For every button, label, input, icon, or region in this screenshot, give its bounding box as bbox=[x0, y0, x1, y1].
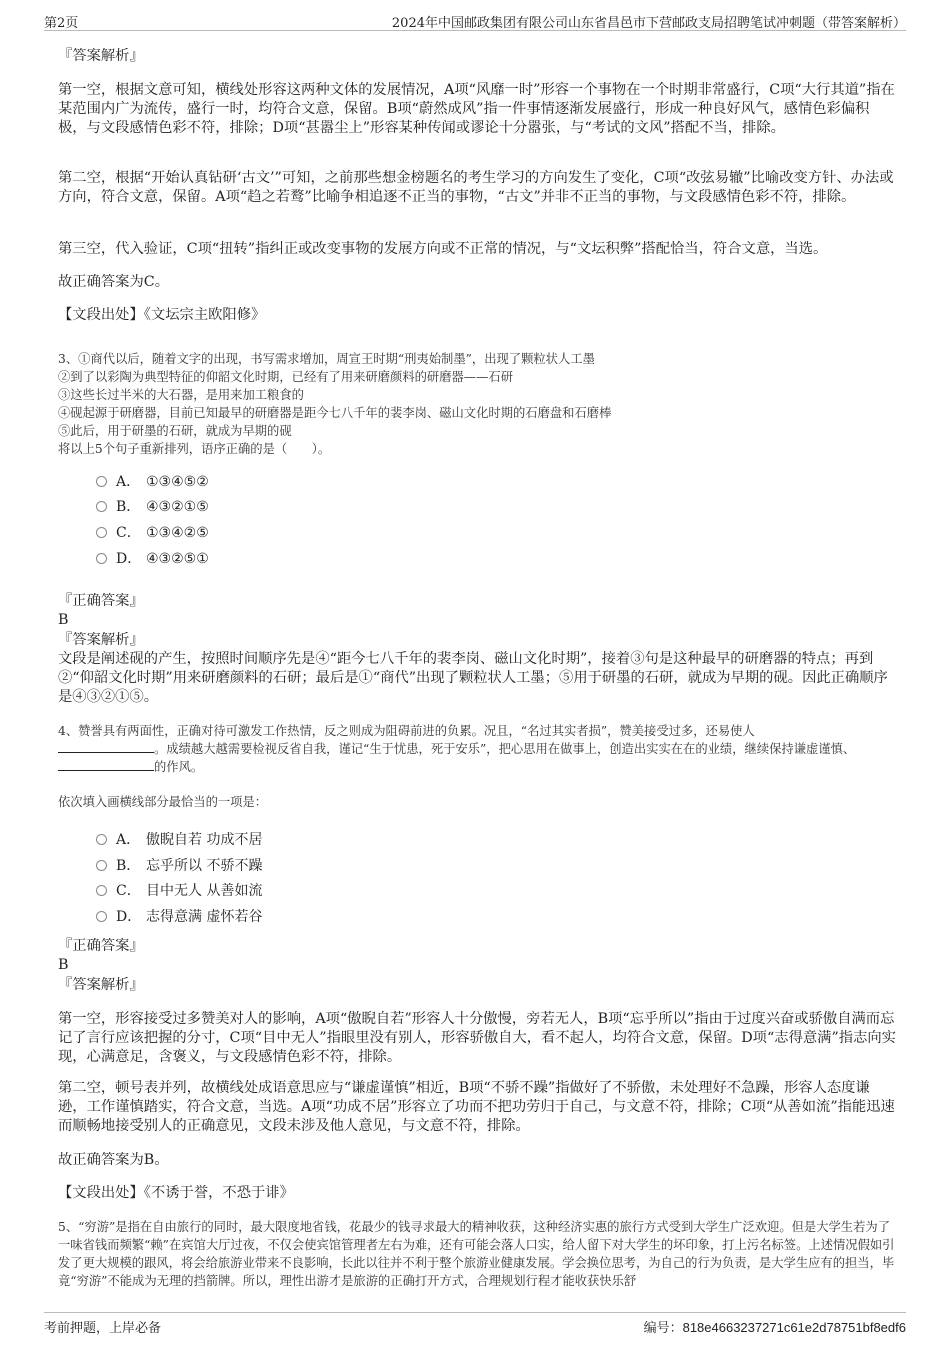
q5-stem: 5、“穷游”是指在自由旅行的同时，最大限度地省钱，花最少的钱寻求最大的精神收获，这种经济实惠的旅行方式受到大学生广泛欢迎。但是大学生若为了一味省钱而频繁“赖”在宾馆大厅过夜，不仅会使宾馆管理者左右为难，还有可能会落人口实，给人留下对大学生的坏印象，打上污名标签。上述情况假如引发了更大规模的跟风，将会给旅游业带来不良影响，长此以往并不利于整个旅游业健康发展。学会换位思考，为自己的行为负责，是大学生应有的担当，毕竟“穷游”不能成为无理的挡箭牌。所以，理性出游才是旅游的正确打开方式，合理规划行程才能收获快乐舒 bbox=[58, 1220, 895, 1288]
q3-line: 3、①商代以后，随着文字的出现，书写需求增加，周宣王时期“刑夷始制墨”，出现了颗粒状人工墨 bbox=[58, 352, 595, 366]
q3-line: ④砚起源于研磨器，目前已知最早的研磨器是距今七八千年的裴李岗、磁山文化时期的石磨盘和石磨棒 bbox=[58, 406, 612, 420]
radio-icon[interactable] bbox=[96, 860, 107, 871]
q2-analysis-p1: 第一空，根据文意可知，横线处形容这两种文体的发展情况，A项“风靡一时”形容一个事物在一个时期非常盛行，C项“大行其道”指在某范围内广为流传，盛行一时，均符合文意，保留。B项“蔚然成风”指一件事情逐渐发展盛行，形成一种良好风气，感情色彩偏积极，与文段感情色彩不符，排除；D项“甚嚣尘上”形容某种传闻或谬论十分嚣张，与“考试的文风”搭配不当，排除。 bbox=[58, 82, 895, 136]
document-title: 2024年中国邮政集团有限公司山东省昌邑市下营邮政支局招聘笔试冲刺题（带答案解析） bbox=[391, 16, 906, 31]
radio-icon[interactable] bbox=[96, 501, 107, 512]
q4-analysis-p1: 第一空，形容接受过多赞美对人的影响，A项“傲睨自若”形容人十分傲慢，旁若无人，B项“忘乎所以”指由于过度兴奋或骄傲自满而忘记了言行应该把握的分寸，C项“目中无人”指眼里没有别人，形容骄傲自大，看不起人，均符合文意，保留。D项“志得意满”指志向实现，心满意足，含褒义，与文段感情色彩不符，排除。 bbox=[58, 1011, 896, 1065]
q4-option-a[interactable]: A． 傲睨自若 功成不居 bbox=[96, 829, 262, 851]
q4-analysis-p2: 第二空，顿号表并列，故横线处成语意思应与“谦虚谨慎”相近，B项“不骄不躁”指做好了不骄傲，未处理好不急躁，形容人态度谦逊，工作谨慎踏实，符合文意，当选。A项“功成不居”形容立了功而不把功劳归于自己，与文意不符，排除；C项“从善如流”指能迅速而顺畅地接受别人的正确意见，文段未涉及他人意见，与文意不符，排除。 bbox=[58, 1080, 895, 1134]
q4-correct-answer: B bbox=[58, 957, 69, 973]
q3-stem bbox=[58, 350, 898, 458]
q3-line: ②到了以彩陶为典型特征的仰韶文化时期，已经有了用来研磨颜料的研磨器——石研 bbox=[58, 370, 513, 384]
q4-correct-label: 『正确答案』 bbox=[58, 938, 144, 954]
q2-answer: 故正确答案为C。 bbox=[58, 274, 170, 290]
q4-analysis-label: 『答案解析』 bbox=[58, 977, 144, 993]
q4-answer: 故正确答案为B。 bbox=[58, 1152, 169, 1168]
q3-option-c[interactable]: C． ①③④②⑤ bbox=[96, 522, 209, 544]
page-footer bbox=[44, 1312, 906, 1335]
page-number: 第2页 bbox=[44, 16, 79, 31]
q2-analysis-label: 『答案解析』 bbox=[58, 48, 144, 64]
radio-icon[interactable] bbox=[96, 476, 107, 487]
q2-analysis-p3: 第三空，代入验证，C项“扭转”指纠正或改变事物的发展方向或不正常的情况，与“文坛积弊”搭配恰当，符合文意，当选。 bbox=[58, 241, 828, 257]
q3-analysis: 文段是阐述砚的产生，按照时间顺序先是④“距今七八千年的裴李岗、磁山文化时期”，接着③句是这种最早的研磨器的特点；再到②“仰韶文化时期”用来研磨颜料的石研；最后是①“商代”出现了颗粒状人工墨；⑤用于研墨的石研，就成为早期的砚。因此正确顺序是④③②①⑤。 bbox=[58, 651, 888, 705]
q3-correct-label: 『正确答案』 bbox=[58, 593, 144, 609]
answer-blank-2[interactable] bbox=[58, 758, 154, 771]
q3-line: ⑤此后，用于研墨的石研，就成为早期的砚 bbox=[58, 424, 292, 438]
q4-option-b[interactable]: B． 忘乎所以 不骄不躁 bbox=[96, 855, 262, 877]
q3-option-a[interactable]: A． ①③④⑤② bbox=[96, 471, 209, 493]
q4-option-c[interactable]: C． 目中无人 从善如流 bbox=[96, 880, 262, 902]
answer-blank-1[interactable] bbox=[58, 740, 154, 753]
page-header bbox=[44, 10, 906, 31]
q3-prompt: 将以上5个句子重新排列，语序正确的是（ ）。 bbox=[58, 442, 331, 456]
q3-option-b[interactable]: B． ④③②①⑤ bbox=[96, 496, 209, 518]
radio-icon[interactable] bbox=[96, 527, 107, 538]
document-code: 编号：818e4663237271c61e2d78751bf8edf6 bbox=[643, 1320, 906, 1335]
q2-analysis-p2: 第二空，根据“开始认真钻研‘古文’”可知，之前那些想金榜题名的考生学习的方向发生了变化，C项“改弦易辙”比喻改变方针、办法或方向，符合文意，保留。A项“趋之若鹜”比喻争相追逐不正当的事物，“古文”并非不正当的事物，与文段感情色彩不符，排除。 bbox=[58, 170, 894, 205]
radio-icon[interactable] bbox=[96, 885, 107, 896]
q3-line: ③这些长过半米的大石器，是用来加工粮食的 bbox=[58, 388, 304, 402]
radio-icon[interactable] bbox=[96, 553, 107, 564]
q3-analysis-label: 『答案解析』 bbox=[58, 632, 144, 648]
q2-source: 【文段出处】《文坛宗主欧阳修》 bbox=[58, 307, 266, 323]
q4-source: 【文段出处】《不诱于誉，不恐于诽》 bbox=[58, 1185, 294, 1201]
radio-icon[interactable] bbox=[96, 911, 107, 922]
q4-prompt: 依次填入画横线部分最恰当的一项是： bbox=[58, 795, 268, 809]
q4-stem: 4、赞誉具有两面性，正确对待可激发工作热情，反之则成为阻碍前进的负累。况且，“名过其实者损”，赞美接受过多，还易使人 。成绩越大越需要检视反省自我，谨记“生于忧患，死于安乐”，把心思用在做事上，创造出实实在在的业绩，继续保持谦虚谨慎、的作风。 bbox=[58, 724, 856, 774]
q3-option-d[interactable]: D． ④③②⑤① bbox=[96, 548, 209, 570]
q4-option-d[interactable]: D． 志得意满 虚怀若谷 bbox=[96, 906, 262, 928]
radio-icon[interactable] bbox=[96, 834, 107, 845]
footer-slogan: 考前押题，上岸必备 bbox=[44, 1321, 162, 1336]
q3-correct-answer: B bbox=[58, 612, 69, 628]
